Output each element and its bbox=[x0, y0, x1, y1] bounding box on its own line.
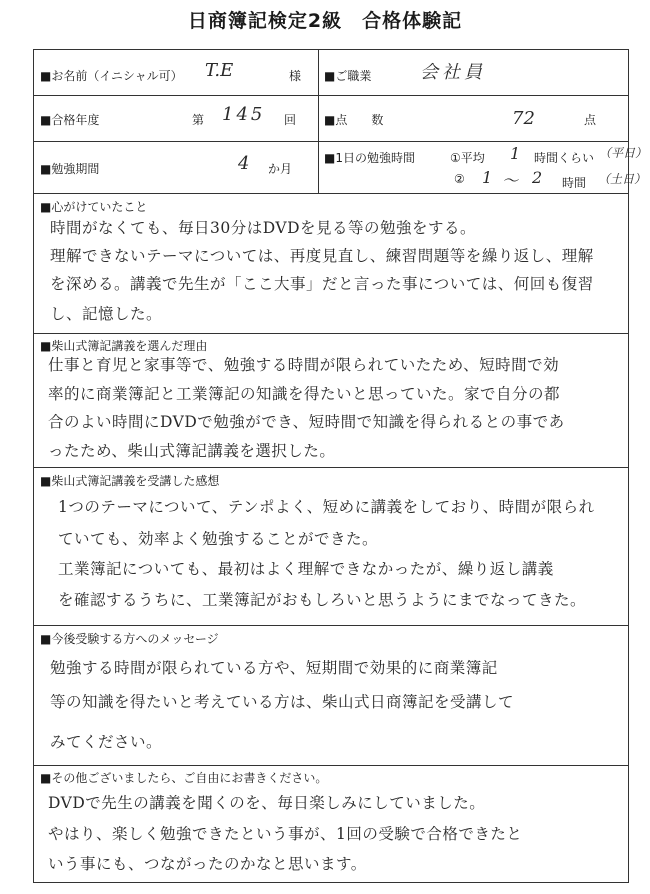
other-line: やはり、楽しく勉強できたという事が、1回の受験で合格できたと bbox=[48, 825, 523, 843]
divider bbox=[33, 765, 629, 766]
divider bbox=[33, 467, 629, 468]
message-line: 勉強する時間が限られている方や、短期間で効果的に商業簿記 bbox=[50, 659, 498, 677]
range-tilde: ～ bbox=[502, 171, 519, 190]
year-label: ■合格年度 bbox=[40, 113, 100, 127]
reason-heading: ■柴山式簿記講義を選んだ理由 bbox=[40, 339, 208, 353]
period-label: ■勉強期間 bbox=[40, 162, 100, 176]
impression-line: ていても、効率よく勉強することができた。 bbox=[58, 530, 379, 548]
divider bbox=[33, 95, 629, 96]
avg-label: ①平均 bbox=[450, 151, 485, 165]
job-label: ■ご職業 bbox=[324, 69, 372, 83]
column-divider bbox=[318, 49, 319, 193]
impression-heading: ■柴山式簿記講義を受講した感想 bbox=[40, 474, 220, 488]
reason-line: 率的に商業簿記と工業簿記の知識を得たいと思っていた。家で自分の都 bbox=[48, 385, 561, 403]
mindset-heading: ■心がけていたこと bbox=[40, 200, 148, 214]
message-line: みてください。 bbox=[50, 733, 163, 751]
range-to: 2 bbox=[532, 168, 543, 187]
divider bbox=[33, 333, 629, 334]
impression-line: 工業簿記についても、最初はよく理解できなかったが、繰り返し講義 bbox=[58, 560, 554, 578]
mindset-line: 時間がなくても、毎日30分はDVDを見る等の勉強をする。 bbox=[50, 219, 477, 237]
score-value: 72 bbox=[512, 108, 535, 129]
reason-line: ったため、柴山式簿記講義を選択した。 bbox=[48, 442, 336, 460]
range-note: （土日） bbox=[598, 172, 647, 186]
avg-value: 1 bbox=[510, 144, 521, 163]
period-suffix: か月 bbox=[268, 162, 293, 176]
score-label: ■点 数 bbox=[324, 113, 384, 127]
divider bbox=[33, 141, 629, 142]
period-value: 4 bbox=[238, 153, 250, 174]
message-heading: ■今後受験する方へのメッセージ bbox=[40, 632, 219, 646]
impression-line: を確認するうちに、工業簿記がおもしろいと思うようにまでなってきた。 bbox=[58, 591, 587, 609]
page-title: 日商簿記検定2級 合格体験記 bbox=[187, 10, 463, 32]
mindset-line: を深める。講義で先生が「ここ大事」だと言った事については、何回も復習 bbox=[50, 275, 594, 293]
avg-suffix: 時間くらい bbox=[534, 151, 595, 165]
other-line: DVDで先生の講義を聞くのを、毎日楽しみにしていました。 bbox=[48, 794, 486, 812]
divider bbox=[33, 625, 629, 626]
year-value: 145 bbox=[222, 104, 266, 125]
reason-line: 仕事と育児と家事等で、勉強する時間が限られていたため、短時間で効 bbox=[48, 356, 560, 374]
other-line: いう事にも、つながったのかなと思います。 bbox=[48, 855, 367, 873]
name-label: ■お名前（イニシャル可） bbox=[40, 69, 183, 83]
job-value: 会社員 bbox=[420, 62, 486, 83]
message-line: 等の知識を得たいと考えている方は、柴山式日商簿記を受講して bbox=[50, 693, 515, 711]
avg-note: （平日） bbox=[599, 146, 648, 160]
mindset-line: し、記憶した。 bbox=[50, 305, 163, 323]
range-suffix: 時間 bbox=[562, 176, 587, 190]
range-label: ② bbox=[454, 172, 465, 186]
range-from: 1 bbox=[482, 168, 493, 187]
score-suffix: 点 bbox=[584, 113, 597, 127]
mindset-line: 理解できないテーマについては、再度見直し、練習問題等を繰り返し、理解 bbox=[50, 247, 594, 265]
reason-line: 合のよい時間にDVDで勉強ができ、短時間で知識を得られるとの事であ bbox=[48, 413, 565, 431]
name-value: T.E bbox=[205, 60, 234, 81]
other-heading: ■その他ございましたら、ご自由にお書きください。 bbox=[40, 771, 328, 785]
year-suffix: 回 bbox=[284, 113, 297, 127]
name-suffix: 様 bbox=[289, 69, 302, 83]
divider bbox=[33, 193, 629, 194]
year-prefix: 第 bbox=[192, 113, 205, 127]
impression-line: 1つのテーマについて、テンポよく、短めに講義をしており、時間が限られ bbox=[58, 498, 595, 516]
daily-label: ■1日の勉強時間 bbox=[324, 151, 415, 165]
